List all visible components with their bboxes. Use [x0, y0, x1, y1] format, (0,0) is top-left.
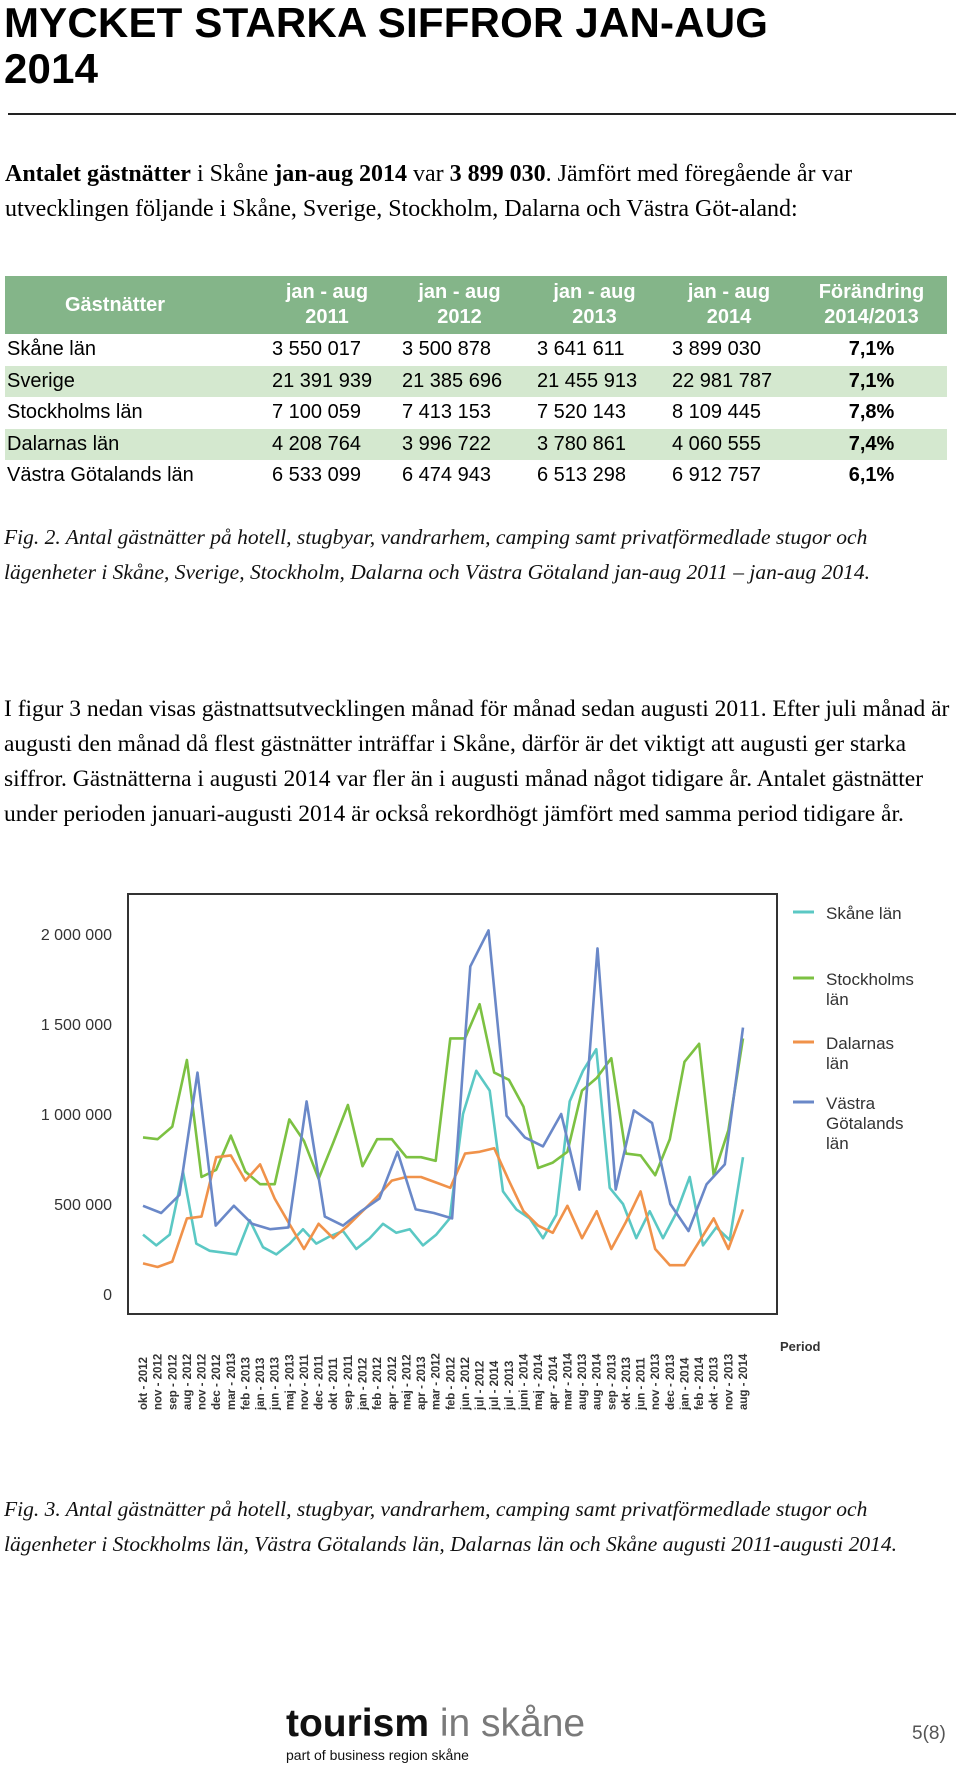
statistics-table	[5, 276, 947, 492]
table-cell-region: Stockholms län	[5, 397, 262, 429]
table-header-cell: jan - aug 2012	[392, 276, 527, 334]
intro-bold-3: jan-aug 2014	[274, 161, 407, 187]
x-tick-label: okt - 2013	[708, 1356, 721, 1410]
figure-3-caption: Fig. 3. Antal gästnätter på hotell, stugbyar, vandrarhem, camping samt privatförmedlade stugor och lägenheter i Stockholms län, Västra Götalands län, Dalarnas län och Skåne augusti 2011-augusti 2014.	[4, 1497, 897, 1556]
x-tick-label: dec - 2011	[313, 1355, 326, 1410]
table-cell: 6 912 757	[662, 460, 796, 492]
x-tick-label: nov - 2013	[650, 1353, 663, 1410]
legend-label: Skåne län	[826, 904, 902, 923]
legend-label: Stockholms län	[826, 970, 914, 1009]
body-paragraph: I figur 3 nedan visas gästnattsutvecklingen månad för månad sedan augusti 2011. Efter juli månad är augusti den månad då flest gästnätter inträffar i Skåne, därför är det viktigt att augusti ger starka siffror. Gästnätterna i augusti 2014 var fler än i augusti månad något tidigare år. Antalet gästnätter under perioden januari-augusti 2014 är också rekordhögt jämfört med samma period tidigare år.	[4, 696, 950, 827]
table-cell: 6 533 099	[262, 460, 392, 492]
line-chart-svg	[0, 890, 960, 1470]
x-tick-label: okt - 2011	[328, 1357, 341, 1410]
table-cell: 7 100 059	[262, 397, 392, 429]
table-cell: 3 899 030	[662, 334, 796, 366]
x-tick-label: jan - 2014	[679, 1357, 692, 1410]
table-cell: 7 413 153	[392, 397, 527, 429]
x-tick-label: jul - 2013	[503, 1360, 516, 1410]
x-tick-label: jun - 2012	[460, 1356, 472, 1410]
x-tick-label: mar - 2014	[562, 1353, 575, 1410]
table-cell: 22 981 787	[662, 366, 796, 398]
table-cell: 8 109 445	[662, 397, 796, 429]
x-tick-label: aug - 2014	[738, 1353, 750, 1410]
x-tick-label: okt - 2012	[138, 1356, 150, 1410]
x-axis-title: Period	[780, 1339, 821, 1354]
table-header-row	[5, 276, 947, 334]
x-tick-label: jan - 2012	[357, 1357, 370, 1410]
y-tick-label: 0	[103, 1287, 112, 1304]
series-line-1	[143, 1049, 743, 1254]
table-cell: 21 385 696	[392, 366, 527, 398]
figure-2-caption: Fig. 2. Antal gästnätter på hotell, stugbyar, vandrarhem, camping samt privatförmedlade stugor och lägenheter i Skåne, Sverige, Stockholm, Dalarna och Västra Götaland jan-aug 2011 – jan-aug 2014.	[4, 525, 871, 584]
x-tick-label: apr - 2012	[386, 1356, 399, 1410]
x-tick-label: dec - 2013	[664, 1354, 677, 1410]
x-tick-label: jun - 2011	[635, 1357, 648, 1410]
table-cell: 21 391 939	[262, 366, 392, 398]
table-cell: 3 780 861	[527, 429, 662, 461]
intro-bold-1: Antalet gästnätter	[5, 161, 191, 187]
x-tick-label: sep - 2012	[167, 1354, 180, 1410]
table-header-cell: jan - aug 2013	[527, 276, 662, 334]
x-tick-label: mar - 2012	[430, 1353, 443, 1410]
table-cell: 6 513 298	[527, 460, 662, 492]
y-tick-label: 500 000	[54, 1197, 112, 1214]
table-cell: 3 641 611	[527, 334, 662, 366]
table-cell-change: 7,4%	[796, 429, 947, 461]
title-line-1: MYCKET STARKA SIFFROR JAN-AUG	[4, 0, 769, 46]
x-tick-label: apr - 2013	[416, 1356, 428, 1410]
x-tick-label: jun - 2013	[269, 1356, 282, 1410]
table-cell: 6 474 943	[392, 460, 527, 492]
x-tick-label: jul - 2012	[474, 1360, 487, 1410]
title-line-2: 2014	[4, 45, 99, 92]
table-cell: 4 060 555	[662, 429, 796, 461]
x-tick-label: maj - 2014	[533, 1354, 546, 1410]
x-tick-label: dec - 2012	[211, 1354, 224, 1410]
x-tick-label: maj - 2013	[284, 1354, 297, 1410]
legend-label: Västra Götalands län	[826, 1094, 904, 1153]
x-tick-label: nov - 2011	[299, 1354, 311, 1410]
table-cell-change: 7,1%	[796, 334, 947, 366]
intro-text-2: i Skåne	[190, 161, 275, 187]
x-tick-label: okt - 2013	[620, 1356, 633, 1410]
table-header-cell: Förändring 2014/2013	[796, 276, 947, 334]
y-tick-label: 1 000 000	[40, 1107, 112, 1124]
table-cell-region: Västra Götalands län	[5, 460, 262, 492]
y-tick-label: 1 500 000	[40, 1017, 112, 1034]
x-tick-label: nov - 2012	[152, 1353, 165, 1410]
tourism-in-skane-logo	[286, 1703, 585, 1763]
y-tick-label: 2 000 000	[40, 927, 112, 944]
logo-wordmark: tourism in skåne	[286, 1702, 586, 1745]
x-tick-label: nov - 2013	[723, 1353, 736, 1410]
logo-tagline: part of business region skåne	[286, 1747, 469, 1763]
x-tick-label: aug - 2014	[591, 1353, 604, 1410]
table-cell: 7 520 143	[527, 397, 662, 429]
table-cell: 3 500 878	[392, 334, 527, 366]
table-header-cell: jan - aug 2014	[662, 276, 796, 334]
x-tick-label: jul - 2014	[489, 1360, 502, 1410]
intro-bold-5: 3 899 030	[449, 161, 546, 187]
table-row	[5, 366, 947, 398]
table-cell: 21 455 913	[527, 366, 662, 398]
table-cell-change: 7,8%	[796, 397, 947, 429]
x-tick-label: feb - 2013	[240, 1356, 253, 1410]
x-tick-label: feb - 2014	[694, 1356, 707, 1410]
table-cell-change: 7,1%	[796, 366, 947, 398]
table-cell-region: Skåne län	[5, 334, 262, 366]
x-tick-label: mar - 2013	[225, 1353, 238, 1410]
title-rule	[8, 113, 956, 115]
intro-paragraph	[5, 157, 945, 227]
table-header-cell: jan - aug 2011	[262, 276, 392, 334]
table-cell-region: Dalarnas län	[5, 429, 262, 461]
x-tick-label: juni - 2014	[518, 1353, 531, 1410]
x-tick-label: sep - 2011	[342, 1355, 355, 1410]
x-tick-label: aug - 2013	[577, 1353, 589, 1410]
line-chart	[0, 890, 960, 1470]
table-cell-region: Sverige	[5, 366, 262, 398]
intro-text-6: . Jämfört med föregående år var utvecklingen följande i Skåne, Sverige, Stockholm, Dalarna och Västra Göt-aland:	[5, 161, 853, 222]
x-tick-label: sep - 2013	[606, 1354, 619, 1410]
table-row	[5, 460, 947, 492]
table-header-cell: Gästnätter	[5, 276, 262, 334]
table-cell: 4 208 764	[262, 429, 392, 461]
table-row	[5, 397, 947, 429]
x-tick-label: maj - 2012	[401, 1354, 414, 1410]
plot-frame	[128, 894, 777, 1314]
table-cell-change: 6,1%	[796, 460, 947, 492]
table-row	[5, 429, 947, 461]
x-tick-label: feb - 2012	[372, 1356, 385, 1410]
x-tick-label: aug - 2012	[181, 1353, 194, 1410]
page-title	[4, 0, 768, 92]
x-tick-label: feb - 2012	[445, 1356, 458, 1410]
legend-label: Dalarnas län	[826, 1034, 895, 1073]
x-tick-label: nov - 2012	[196, 1353, 209, 1410]
table-cell: 3 550 017	[262, 334, 392, 366]
x-tick-label: jan - 2013	[255, 1357, 268, 1410]
x-tick-label: apr - 2014	[547, 1356, 560, 1410]
table-row	[5, 334, 947, 366]
page-number: 5(8)	[912, 1723, 946, 1744]
table-cell: 3 996 722	[392, 429, 527, 461]
intro-text-4: var	[406, 161, 450, 187]
